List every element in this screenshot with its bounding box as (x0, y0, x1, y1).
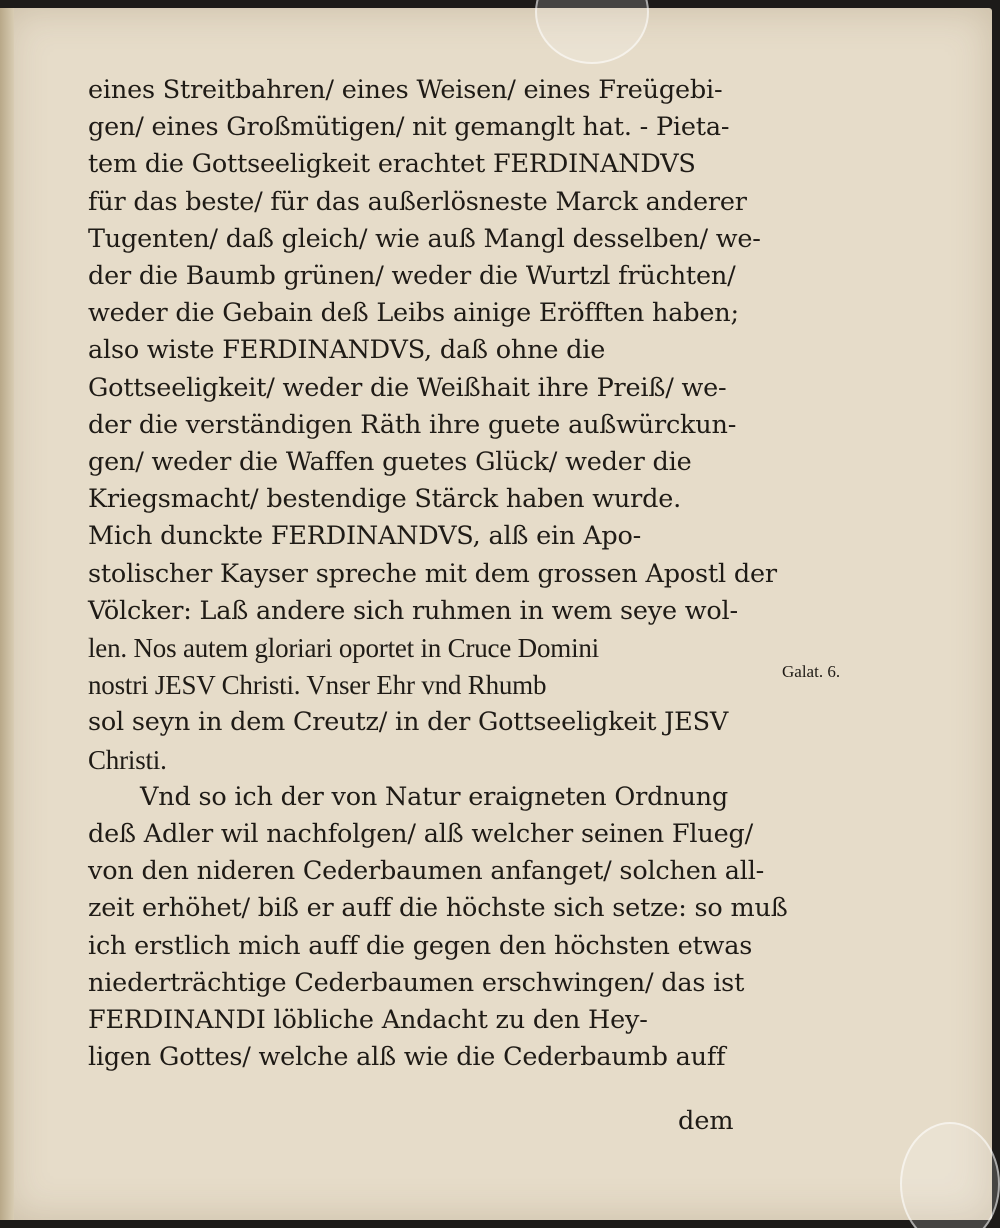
text-line: FERDINANDI löbliche Andacht zu den Hey- (88, 1005, 648, 1036)
text-line: Kriegsmacht/ bestendige Stärck haben wurde. (88, 484, 682, 515)
text-line: sol seyn in dem Creutz/ in der Gottseeligkeit JESV (88, 707, 729, 738)
body-text (88, 72, 788, 1076)
text-line: deß Adler wil nachfolgen/ alß welcher seinen Flueg/ (88, 819, 754, 850)
text-line: nostri JESV Christi. Vnser Ehr vnd Rhumb (88, 670, 547, 701)
text-line: Völcker: Laß andere sich ruhmen in wem seye wol- (88, 595, 738, 626)
text-line: gen/ eines Großmütigen/ nit gemanglt hat. - Pieta- (88, 112, 730, 143)
text-line: für das beste/ für das außerlösneste Marck anderer (88, 186, 747, 217)
text-line: gen/ weder die Waffen guetes Glück/ weder die (88, 447, 692, 478)
text-line: also wiste FERDINANDVS, daß ohne die (88, 335, 606, 366)
text-line: der die verständigen Räth ihre guete außwürckun- (88, 409, 737, 440)
text-line: Vnd so ich der von Natur eraigneten Ordnung (140, 781, 729, 812)
page-edge (0, 8, 14, 1220)
text-line: Tugenten/ daß gleich/ wie auß Mangl desselben/ we- (88, 223, 761, 254)
text-line: stolischer Kayser spreche mit dem grossen Apostl der (88, 558, 777, 589)
text-line: weder die Gebain deß Leibs ainige Eröfften haben; (88, 298, 739, 329)
text-line: von den nideren Cederbaumen anfanget/ solchen all- (88, 856, 765, 887)
text-line: len. Nos autem gloriari oportet in Cruce Domini (88, 633, 599, 664)
catchword: dem (678, 1106, 734, 1136)
text-line: eines Streitbahren/ eines Weisen/ eines Freügebi- (88, 75, 723, 105)
text-line: Mich dunckte FERDINANDVS, alß ein Apo- (88, 521, 642, 552)
text-line: tem die Gottseeligkeit erachtet FERDINANDVS (88, 149, 696, 180)
text-line: zeit erhöhet/ biß er auff die höchste sich setze: so muß (88, 893, 788, 924)
text-line: Gottseeligkeit/ weder die Weißhait ihre Preiß/ we- (88, 372, 727, 403)
text-line: der die Baumb grünen/ weder die Wurtzl früchten/ (88, 261, 736, 292)
text-line: ligen Gottes/ welche alß wie die Cederbaumb auff (88, 1042, 726, 1073)
margin-note: Galat. 6. (782, 662, 841, 681)
text-line: ich erstlich mich auff die gegen den höchsten etwas (88, 930, 753, 961)
text-line: niederträchtige Cederbaumen erschwingen/ das ist (88, 967, 745, 998)
text-line: Christi. (88, 744, 167, 775)
